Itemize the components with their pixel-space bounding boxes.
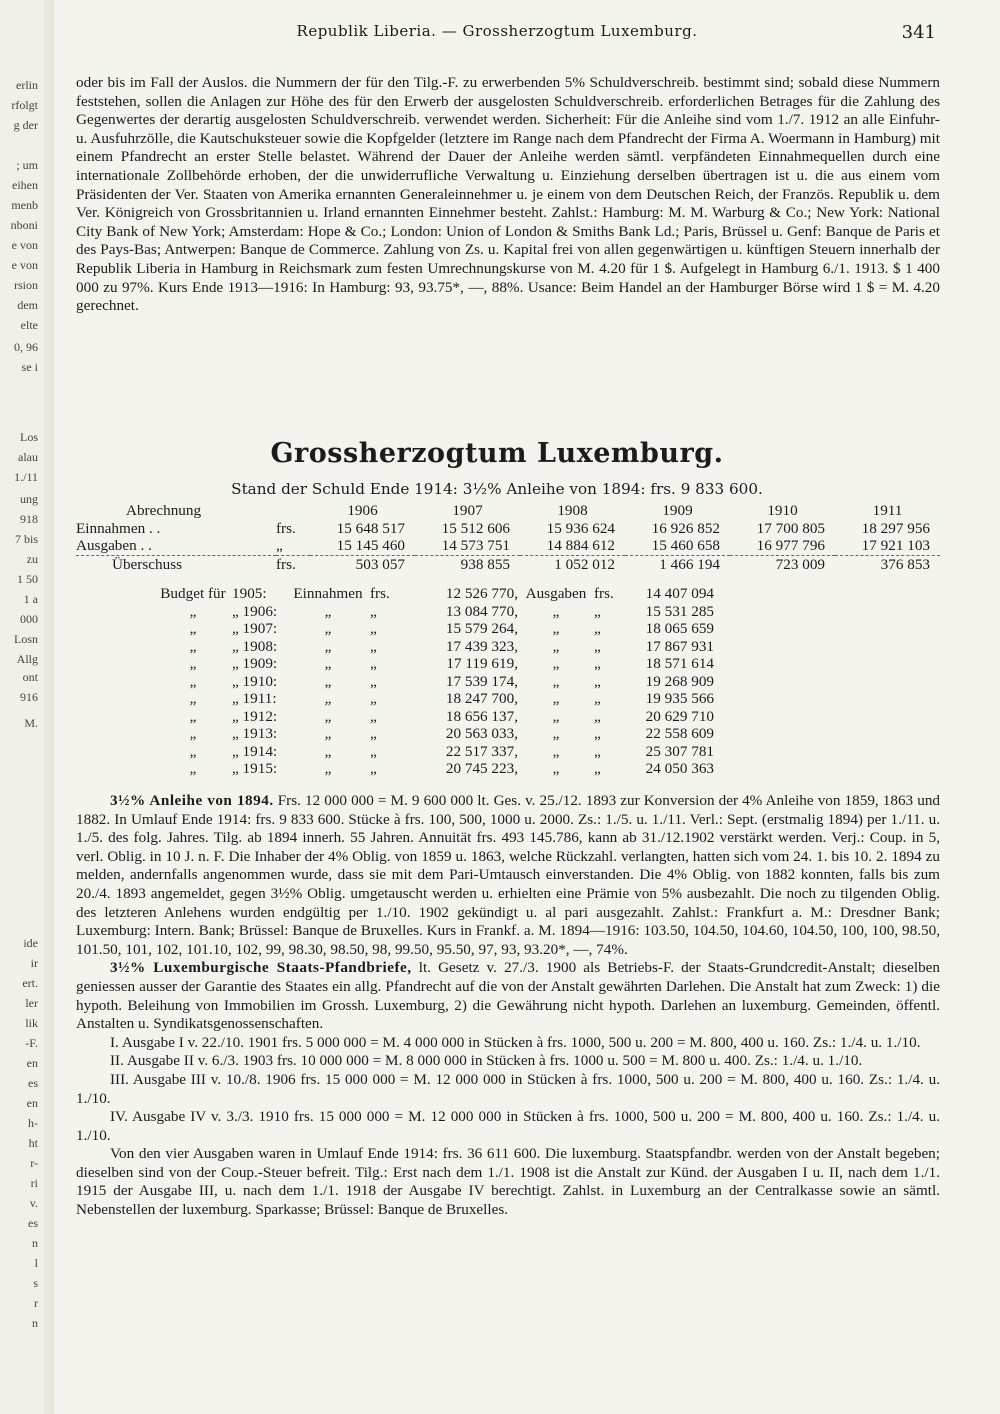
pfandbriefe-text: lt. Gesetz v. 27./3. 1900 als Betriebs-F. der Staats-Grundcredit-Anstalt; dieselben geniessen ausser der Garantie des Staates ein allg. Pfandrecht auf die von der Anstalt gewährten Darlehen. Die Anstalt hat zum Zweck: 1) die hypoth. Beleihung von Immobilien im Grossh. Luxemburg, 2) die Gewährung nicht hypoth. Darlehen an luxemburg. Gemeinden, öffentl. Anstalten u. Syndikatsgenossenschaften. (76, 959, 941, 1033)
previous-page-fragment: en (26, 1096, 38, 1110)
previous-page-fragment: g der (13, 118, 38, 132)
budget-cell: „ (189, 672, 197, 690)
budget-cell: 24 050 363 (645, 760, 714, 777)
budget-table-wrap (154, 585, 714, 778)
previous-page-fragment: 1 50 (17, 572, 38, 586)
accounts-row (76, 555, 940, 573)
accounts-cell: 17 921 103 (861, 537, 930, 554)
budget-row (154, 760, 714, 778)
accounts-cell: 14 573 751 (441, 537, 510, 554)
accounts-cell: 17 700 805 (756, 519, 825, 537)
previous-page-fragment: e von (11, 258, 38, 272)
previous-page-fragment: 1./11 (14, 470, 38, 484)
budget-cell: „ (552, 690, 560, 707)
previous-page-fragment: se i (21, 360, 38, 374)
budget-cell: „ (552, 655, 560, 672)
anleihe-1894-paragraph (76, 792, 940, 959)
pfandbriefe-paragraph (76, 959, 940, 1033)
budget-cell: „ (189, 760, 197, 777)
budget-cell: „ (324, 655, 332, 672)
budget-cell: „ 1908: (232, 637, 278, 655)
budget-cell: „ (370, 655, 377, 672)
previous-page-fragment: ont (22, 670, 38, 684)
previous-page-fragment: eihen (12, 178, 38, 192)
previous-page-fragment: Losn (14, 632, 38, 646)
budget-cell: „ (189, 690, 197, 707)
accounts-cell: 376 853 (835, 555, 940, 573)
budget-cell: „ (324, 620, 332, 637)
previous-page-fragment: es (28, 1216, 38, 1230)
previous-page-fragment: 7 bis (14, 532, 38, 546)
accounts-cell: 14 884 612 (546, 537, 615, 554)
accounts-cell: 1 466 194 (625, 555, 730, 573)
page-number: 341 (901, 22, 936, 43)
budget-cell: „ 1912: (232, 707, 278, 725)
previous-page-fragment: M. (24, 716, 38, 730)
budget-cell: „ (370, 690, 377, 707)
previous-page-fragment: nboni (10, 218, 38, 232)
budget-cell: Ausgaben (525, 585, 587, 602)
accounts-cell: 1906 (347, 502, 378, 519)
previous-page-fragment: ht (28, 1136, 38, 1150)
budget-cell: „ (324, 672, 332, 690)
previous-page-edge (0, 0, 44, 1414)
liberia-continuation (76, 74, 940, 316)
budget-cell: 15 579 264, (445, 620, 518, 637)
budget-cell: „ (189, 742, 197, 760)
budget-cell: „ (594, 742, 601, 760)
accounts-label-cell: Ausgaben . . (76, 537, 152, 554)
budget-cell: „ 1915: (232, 760, 278, 777)
accounts-cell: frs. (276, 519, 296, 537)
budget-cell: „ 1911: (232, 690, 277, 707)
previous-page-fragment: ir (30, 956, 38, 970)
budget-cell: „ 1906: (232, 602, 278, 620)
budget-cell: 17 439 323, (445, 637, 518, 655)
budget-cell: 14 407 094 (645, 585, 714, 602)
budget-cell: 20 745 223, (445, 760, 518, 777)
budget-cell: „ (552, 707, 560, 725)
budget-cell: „ (324, 760, 332, 777)
previous-page-fragment: ler (25, 996, 38, 1010)
previous-page-fragment: -F. (25, 1036, 38, 1050)
budget-cell: Einnahmen (293, 585, 363, 602)
accounts-cell: 1911 (872, 502, 903, 519)
previous-page-fragment: r (34, 1296, 38, 1310)
pfandbriefe-heading: 3½% Luxemburgische Staats-Pfandbriefe, (110, 959, 412, 977)
accounts-header-row (76, 502, 940, 520)
budget-cell: 15 531 285 (645, 602, 714, 620)
accounts-cell: 15 512 606 (441, 519, 510, 537)
previous-page-fragment: 1 a (23, 592, 38, 606)
budget-cell: „ (324, 742, 332, 760)
budget-cell: 20 563 033, (445, 725, 518, 742)
budget-cell: „ 1914: (232, 742, 278, 760)
pfandbriefe-closing: Von den vier Ausgaben waren in Umlauf Ende 1914: frs. 36 611 600. Die luxemburg. Staatspfandbr. werden von der Anstalt begeben; dieselben sind von der Coup.-Steuer befreit. Tilg.: Erst nach dem 1./1. 1908 ist die Anstalt zur Künd. der Ausgaben I u. II, nach dem 1./1. 1915 der Ausgabe III, u. nach dem 1./1. 1918 der Ausgabe IV berechtigt. Zahlst. in Luxemburg an der Centralkasse sowie an sämtl. Nebenstellen der luxemburg. Sparkasse; Brüssel: Banque de Bruxelles. (76, 1145, 940, 1219)
accounts-cell: 1910 (767, 502, 798, 519)
accounts-cell: 1907 (452, 502, 483, 519)
budget-cell: „ 1909: (232, 655, 278, 672)
previous-page-fragment: ung (20, 492, 38, 506)
budget-row (154, 620, 714, 638)
previous-page-fragment: en (26, 1056, 38, 1070)
previous-page-fragment: 0, 96 (14, 340, 38, 354)
accounts-table-wrap (76, 502, 940, 573)
budget-row (154, 585, 714, 603)
previous-page-fragment: s (33, 1276, 38, 1290)
budget-cell: „ (324, 725, 332, 742)
budget-row (154, 690, 714, 708)
anleihe-1894-text: Frs. 12 000 000 = M. 9 600 000 lt. Ges. v. 25./12. 1893 zur Konversion der 4% Anleihe von 1859, 1863 und 1882. In Umlauf Ende 1914: frs. 9 833 600. Stücke à frs. 100, 500, 1000 u. 2000. Zs.: 1./5. u. 1./11. Verl.: Sept. (erstmalig 1894) per 1./11. u. 1./5. des folg. Jahres. Tilg. ab 1894 innerh. 55 Jahren. Annuität frs. 493 145.786, kann ab 31./12.1902 verstärkt werden. Verj.: Coup. in 5, verl. Oblig. in 10 J. n. F. Die Inhaber der 4% Oblig. von 1859 u. 1863, welche Rückzahl. verlangten, hatten sich vom 24. 1. bis 10. 2. 1894 zu melden, andernfalls angenommen wurde, dass sie mit dem Pari-Umtausch einverstanden. Die 4% Oblig. von 1882 konnten, falls bis zum 20./4. 1893 angemeldet, gegen 3½% Oblig. umgetauscht werden u. erhielten eine Prämie von 5% ausbezahlt. Die noch zu tilgenden Oblig. des letzteren Anlehens wurden endgültig per 1./10. 1902 gekündigt u. al pari ausgezahlt. Zahlst.: Frankfurt a. M.: Dresdner Bank; Luxemburg: Intern. Bank; Brüssel: Banque de Bruxelles. Kurs in Frankf. a. M. 1894—1916: 103.50, 104.50, 104.60, 104.50, 100, 100, 98.50, 101.50, 101, 102, 101.10, 102, 99, 98.30, 98.50, 98, 99.50, 95.50, 97, 93, 93.20*, —, 74%. (76, 792, 941, 958)
previous-page-fragment: menb (11, 198, 38, 212)
accounts-label-cell: Abrechnung (126, 502, 202, 519)
accounts-cell: frs. (276, 555, 310, 573)
liberia-paragraph: oder bis im Fall der Auslos. die Nummern der für den Tilg.-F. zu erwerbenden 5% Schuldverschreib. bestimmt sind; sobald diese Nummern feststehen, sollen die Anlagen zur Höhe des für den Erwerb der ausgelosten Schuldverschreib. erforderlichen Betrages für die Zahlung des Gegenwertes der derartig ausgelosten Schuldverschreib. verwendet werden. Sicherheit: Für die Anleihe sind vom 1./7. 1912 an alle Einfuhr- u. Ausfuhrzölle, die Kautschuksteuer sowie die Kopfgelder (letztere im Range nach dem Pfandrecht der Firma A. Woermann in Hamburg) mit einem Pfandrecht an erster Stelle belastet. Während der Dauer der Anleihe werden sämtl. verpfändeten Einnahmequellen durch eine internationale Zollbehörde erhoben, der die unwiderrufliche Verwaltung u. Einziehung derselben übertragen ist u. die aus einem vom Präsidenten der Ver. Staaten von Amerika ernannten Generaleinnehmer u. je einem von dem Deutschen Reich, der Französ. Republik u. dem Ver. Königreich von Grossbritannien u. Irland ernannten Einnehmer besteht. Zahlst.: Hamburg: M. M. Warburg & Co.; New York: National City Bank of New York; Amsterdam: Hope & Co.; London: Union of London & Smiths Bank Ld.; Paris, Brüssel u. Genf: Banque de Paris et des Pays-Bas; Antwerpen: Banque de Commerce. Zahlung von Zs. u. Kapital frei von allen gegenwärtigen u. künftigen Steuern innerhalb der Republik Liberia in Hamburg in Reichsmark zum festen Umrechnungskurse von M. 4.20 für 1 $. Aufgelegt in Hamburg 6./1. 1913. $ 1 400 000 zu 97%. Kurs Ende 1913—1916: In Hamburg: 93, 93.75*, —, 88%. Usance: Beim Handel an der Hamburger Börse wird 1 $ = M. 4.20 gerechnet. (76, 74, 940, 315)
budget-row (154, 603, 714, 621)
accounts-cell: 16 926 852 (651, 519, 720, 537)
budget-cell: „ (594, 672, 601, 690)
accounts-cell: 15 145 460 (336, 537, 405, 554)
issue-2: II. Ausgabe II v. 6./3. 1903 frs. 10 000 000 = M. 8 000 000 in Stücken à frs. 1000 u. 500 = M. 800 u. 400. Zs.: 1./4. u. 1./10. (110, 1052, 863, 1070)
debt-status: Stand der Schuld Ende 1914: 3½% Anleihe von 1894: frs. 9 833 600. (231, 480, 763, 498)
previous-page-fragment: ide (23, 936, 38, 950)
budget-cell: „ 1910: (232, 672, 278, 690)
accounts-row (76, 537, 940, 555)
accounts-cell: 1908 (557, 502, 588, 519)
accounts-cell: 18 297 956 (861, 519, 930, 537)
budget-cell: „ (594, 602, 601, 620)
previous-page-fragment: zu (26, 552, 38, 566)
previous-page-fragment: dem (17, 298, 38, 312)
budget-row (154, 743, 714, 761)
budget-cell: „ (189, 655, 197, 672)
accounts-cell: 15 648 517 (336, 519, 405, 537)
budget-cell: „ (552, 760, 560, 777)
previous-page-fragment: elte (20, 318, 38, 332)
budget-cell: „ (370, 725, 377, 742)
budget-cell: 12 526 770, (445, 585, 518, 602)
budget-cell: „ (594, 725, 601, 742)
budget-cell: „ (552, 672, 560, 690)
accounts-cell: 1 052 012 (520, 555, 625, 573)
anleihe-1894-heading: 3½% Anleihe von 1894. (110, 792, 274, 809)
budget-cell: „ (552, 602, 560, 620)
budget-cell: „ (324, 707, 332, 725)
accounts-cell: 15 936 624 (546, 519, 615, 537)
previous-page-fragment: ; um (16, 158, 38, 172)
previous-page-fragment: ert. (22, 976, 38, 990)
budget-cell: „ (594, 620, 601, 637)
budget-cell: „ (594, 637, 601, 655)
previous-page-fragment: n (32, 1236, 38, 1250)
book-page (54, 0, 1000, 1414)
section-title: Grossherzogtum Luxemburg. (270, 438, 724, 469)
accounts-cell: 503 057 (310, 555, 415, 573)
budget-cell: „ (324, 602, 332, 620)
budget-cell: „ (370, 620, 377, 637)
issue-3: III. Ausgabe III v. 10./8. 1906 frs. 15 000 000 = M. 12 000 000 in Stücken à frs. 1000, 500 u. 200 = M. 800, 400 u. 160. Zs.: 1./4. u. 1./10. (76, 1070, 940, 1107)
previous-page-fragment: n (32, 1316, 38, 1330)
previous-page-fragment: e von (11, 238, 38, 252)
budget-cell: „ (189, 620, 197, 637)
budget-cell: 22 517 337, (445, 742, 518, 760)
budget-cell: 18 065 659 (645, 620, 714, 637)
budget-row (154, 708, 714, 726)
previous-page-fragment: 918 (20, 512, 38, 526)
budget-cell: „ (370, 637, 377, 655)
budget-cell: frs. (594, 585, 614, 602)
accounts-cell: 16 977 796 (756, 537, 825, 554)
budget-cell: 17 539 174, (445, 672, 518, 690)
budget-cell: „ (189, 707, 197, 725)
budget-table (154, 585, 714, 778)
budget-cell: „ (370, 760, 377, 777)
budget-cell: 17 119 619, (446, 655, 518, 672)
accounts-cell: „ (276, 537, 283, 554)
running-title: Republik Liberia. — Grossherzogtum Luxemburg. (296, 22, 698, 40)
previous-page-fragment: rfolgt (11, 98, 38, 112)
accounts-cell: 15 460 658 (651, 537, 720, 554)
previous-page-fragment: es (28, 1076, 38, 1090)
accounts-label-cell: Überschuss (76, 555, 276, 573)
budget-cell: „ (370, 672, 377, 690)
previous-page-fragment: lik (25, 1016, 38, 1030)
budget-cell: „ (594, 760, 601, 777)
budget-cell: „ (370, 602, 377, 620)
budget-cell: „ (324, 690, 332, 707)
accounts-cell (276, 502, 310, 520)
previous-page-fragment: h- (28, 1116, 38, 1130)
previous-page-fragment: 000 (20, 612, 38, 626)
budget-cell: „ (552, 620, 560, 637)
budget-cell: 19 268 909 (645, 672, 714, 690)
budget-row (154, 655, 714, 673)
budget-cell: „ (594, 690, 601, 707)
budget-cell: „ (552, 637, 560, 655)
budget-cell: 18 656 137, (445, 707, 518, 725)
budget-cell: „ (552, 742, 560, 760)
issue-1: I. Ausgabe I v. 22./10. 1901 frs. 5 000 000 = M. 4 000 000 in Stücken à frs. 1000, 500 u. 200 = M. 800, 400 u. 160. Zs.: 1./4. u. 1./10. (110, 1033, 921, 1051)
budget-cell: frs. (370, 585, 390, 602)
previous-page-fragment: 916 (20, 690, 38, 704)
previous-page-fragment: rsion (14, 278, 38, 292)
budget-cell: „ 1907: (232, 620, 278, 637)
budget-cell: 18 571 614 (645, 655, 714, 672)
budget-cell: 22 558 609 (645, 725, 714, 742)
budget-cell: „ 1913: (232, 725, 278, 742)
budget-row (154, 725, 714, 743)
budget-cell: 20 629 710 (645, 707, 714, 725)
previous-page-fragment: l (34, 1256, 38, 1270)
budget-cell: „ (189, 637, 197, 655)
budget-cell: „ (189, 725, 197, 742)
budget-row (154, 673, 714, 691)
anleihe-1894-section (76, 792, 940, 1220)
accounts-cell: 938 855 (415, 555, 520, 573)
previous-page-fragment: Allg (16, 652, 38, 666)
previous-page-fragment: ri (30, 1176, 38, 1190)
budget-cell: „ (189, 602, 197, 620)
budget-cell: 13 084 770, (445, 602, 518, 620)
previous-page-fragment: alau (18, 450, 38, 464)
previous-page-fragment: r- (30, 1156, 38, 1170)
previous-page-fragment: erlin (16, 78, 38, 92)
budget-cell: „ (594, 655, 601, 672)
budget-cell: 19 935 566 (645, 690, 714, 707)
budget-row (154, 638, 714, 656)
budget-cell: Budget für (160, 585, 226, 602)
accounts-label-cell: Einnahmen . . (76, 519, 161, 537)
budget-cell: „ (370, 707, 377, 725)
accounts-cell: 723 009 (730, 555, 835, 573)
previous-page-fragment: v. (29, 1196, 38, 1210)
budget-cell: 18 247 700, (445, 690, 518, 707)
previous-page-fragment: Los (20, 430, 38, 444)
budget-cell: „ (552, 725, 560, 742)
budget-cell: 25 307 781 (645, 742, 714, 760)
accounts-table (76, 502, 940, 573)
budget-cell: „ (370, 742, 377, 760)
budget-cell: „ (594, 707, 601, 725)
budget-cell: „ (324, 637, 332, 655)
budget-cell: 17 867 931 (645, 637, 714, 655)
accounts-cell: 1909 (662, 502, 693, 519)
accounts-row (76, 520, 940, 538)
budget-cell: 1905: (232, 585, 267, 602)
issue-4: IV. Ausgabe IV v. 3./3. 1910 frs. 15 000 000 = M. 12 000 000 in Stücken à frs. 1000, 500 u. 200 = M. 800, 400 u. 160. Zs.: 1./4. u. 1./10. (76, 1108, 940, 1144)
